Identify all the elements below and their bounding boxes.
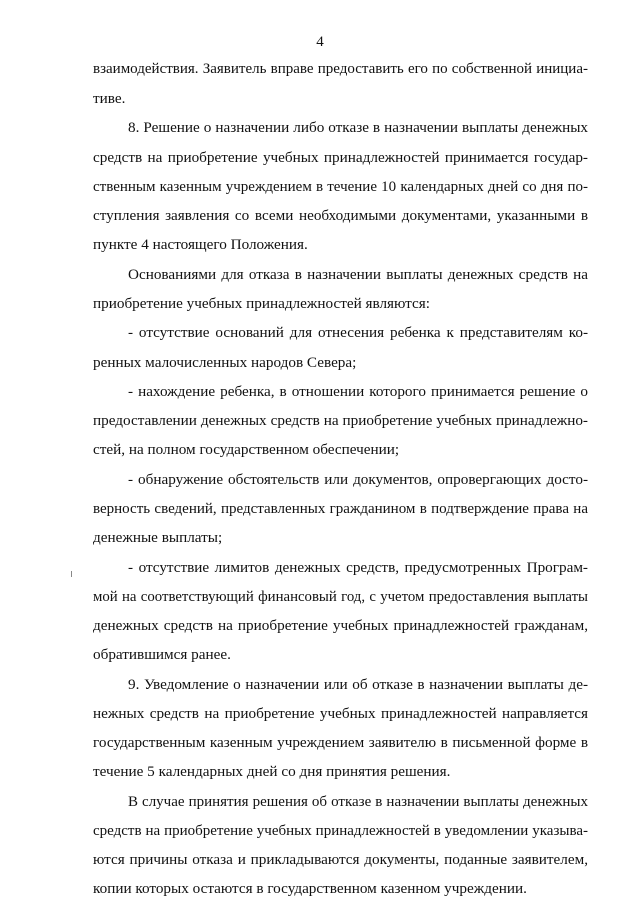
text-line: государственным казенным учреждением заявителю в письменной форме в: [93, 734, 588, 751]
text-line: Основаниями для отказа в назначении выплаты денежных средств на: [128, 266, 588, 283]
text-line: - отсутствие оснований для отнесения ребенка к представителям ко-: [128, 324, 588, 341]
text-line: 9. Уведомление о назначении или об отказе в назначении выплаты де-: [128, 676, 588, 693]
text-line: - отсутствие лимитов денежных средств, предусмотренных Програм-: [128, 559, 588, 576]
text-line: ственным казенным учреждением в течение 10 календарных дней со дня по-: [93, 179, 588, 195]
text-line: ренных малочисленных народов Севера;: [93, 354, 357, 371]
page-number: 4: [316, 34, 324, 50]
text-line: тиве.: [93, 90, 126, 107]
text-line: 8. Решение о назначении либо отказе в назначении выплаты денежных: [128, 119, 588, 136]
text-line: приобретение учебных принадлежностей являются:: [93, 295, 430, 312]
text-line: обратившимся ранее.: [93, 646, 231, 663]
text-line: - нахождение ребенка, в отношении которого принимается решение о: [128, 383, 588, 400]
text-line: - обнаружение обстоятельств или документов, опровергающих досто-: [128, 471, 588, 488]
text-line: нежных средств на приобретение учебных принадлежностей направляется: [93, 705, 588, 722]
scan-artifact: [71, 571, 72, 577]
text-line: предоставлении денежных средств на приобретение учебных принадлежно-: [93, 412, 588, 429]
text-line: денежные выплаты;: [93, 529, 223, 546]
text-line: В случае принятия решения об отказе в назначении выплаты денежных: [128, 794, 588, 810]
text-line: взаимодействия. Заявитель вправе предоставить его по собственной инициа-: [93, 61, 588, 77]
text-line: ются причины отказа и прикладываются документы, поданные заявителем,: [93, 851, 588, 868]
text-line: средств на приобретение учебных принадлежностей в уведомлении указыва-: [93, 823, 588, 839]
text-line: денежных средств на приобретение учебных принадлежностей гражданам,: [93, 617, 588, 634]
text-line: мой на соответствующий финансовый год, с учетом предоставления выплаты: [93, 589, 588, 605]
text-line: течение 5 календарных дней со дня принятия решения.: [93, 763, 451, 780]
text-line: средств на приобретение учебных принадлежностей принимается государ-: [93, 149, 588, 166]
text-line: пункте 4 настоящего Положения.: [93, 236, 308, 253]
text-line: верность сведений, представленных гражданином в подтверждение права на: [93, 501, 588, 517]
text-line: стей, на полном государственном обеспечении;: [93, 441, 400, 458]
text-line: ступления заявления со всеми необходимыми документами, указанными в: [93, 207, 588, 224]
text-line: копии которых остаются в государственном казенном учреждении.: [93, 880, 527, 897]
